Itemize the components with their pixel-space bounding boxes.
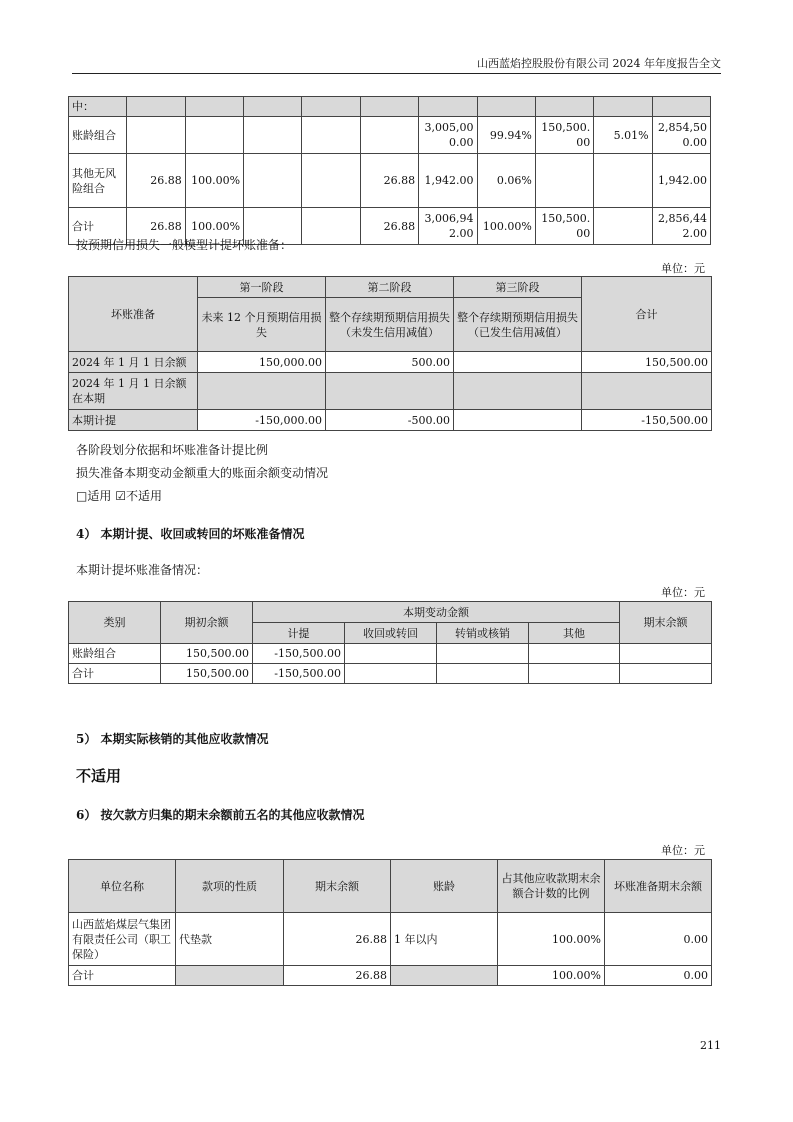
checkbox-unchecked: □ — [76, 489, 88, 503]
option-not-applicable: 不适用 — [125, 489, 162, 503]
cell — [529, 664, 620, 684]
cell — [477, 97, 535, 117]
top-table — [68, 96, 711, 245]
table-row — [69, 664, 712, 684]
cell — [345, 664, 437, 684]
cell — [620, 664, 712, 684]
cell — [454, 410, 582, 431]
text-stage-basis: 各阶段划分依据和坏账准备计提比例 — [76, 443, 269, 457]
cell-name: 合计 — [69, 966, 176, 986]
cell — [326, 373, 454, 410]
cell: 150,500.00 — [535, 208, 593, 245]
cell: -500.00 — [326, 410, 454, 431]
col-head-allowance: 坏账准备 — [69, 277, 198, 352]
cell — [360, 117, 418, 154]
cell: -150,500.00 — [582, 410, 712, 431]
cell: 150,500.00 — [535, 117, 593, 154]
option-applicable: 适用 — [87, 489, 112, 503]
cell-balance: 26.88 — [284, 913, 391, 966]
cell — [437, 644, 529, 664]
col-head-nature: 款项的性质 — [176, 860, 284, 913]
cell: 26.88 — [360, 154, 418, 208]
cell — [582, 373, 712, 410]
checkbox-checked: ☑ — [115, 489, 126, 503]
cell — [419, 97, 477, 117]
cell: 99.94% — [477, 117, 535, 154]
cell — [535, 97, 593, 117]
col-head-age: 账龄 — [391, 860, 498, 913]
table-row — [69, 117, 711, 154]
table-row — [69, 913, 712, 966]
cell: 0.06% — [477, 154, 535, 208]
col-head-total: 合计 — [582, 277, 712, 352]
table-row — [69, 410, 712, 431]
row-label: 2024 年 1 月 1 日余额在本期 — [69, 373, 198, 410]
col-head-writeoff: 转销或核销 — [437, 623, 529, 644]
cell-nature: 代垫款 — [176, 913, 284, 966]
cell — [360, 97, 418, 117]
col-head-change: 本期变动金额 — [253, 602, 620, 623]
row-label: 合计 — [69, 208, 127, 245]
cell: 500.00 — [326, 352, 454, 373]
change-table — [68, 601, 712, 684]
cell — [437, 664, 529, 684]
table-row — [69, 154, 711, 208]
stage-table — [68, 276, 712, 431]
cell — [652, 97, 710, 117]
cell — [185, 117, 243, 154]
section-5-not-applicable: 不适用 — [76, 767, 122, 785]
cell — [535, 154, 593, 208]
cell — [594, 154, 652, 208]
table-row — [69, 602, 712, 623]
col-head-name: 单位名称 — [69, 860, 176, 913]
page-number: 211 — [700, 1039, 721, 1052]
cell — [454, 352, 582, 373]
col-head-type: 类别 — [69, 602, 161, 644]
cell: 1,942.00 — [419, 154, 477, 208]
col-head-opening: 期初余额 — [161, 602, 253, 644]
row-label: 账龄组合 — [69, 117, 127, 154]
col-sub-stage2: 整个存续期预期信用损失（未发生信用减值） — [326, 298, 454, 352]
cell: 150,500.00 — [161, 664, 253, 684]
col-sub-stage1: 未来 12 个月预期信用损失 — [198, 298, 326, 352]
top5-table — [68, 859, 712, 986]
cell — [302, 97, 360, 117]
table-row — [69, 373, 712, 410]
unit-label: 单位：元 — [661, 844, 705, 857]
cell — [594, 208, 652, 245]
col-head-provision: 计提 — [253, 623, 345, 644]
col-head-ratio: 占其他应收款期末余额合计数的比例 — [498, 860, 605, 913]
cell — [302, 154, 360, 208]
col-head-balance: 期末余额 — [284, 860, 391, 913]
cell: 26.88 — [127, 154, 185, 208]
cell: 150,500.00 — [161, 644, 253, 664]
cell: 100.00% — [185, 154, 243, 208]
cell-nature — [176, 966, 284, 986]
cell-ratio: 100.00% — [498, 913, 605, 966]
text-general-model: 按预期信用损失一般模型计提坏账准备： — [76, 238, 293, 252]
section-4-title: 4） 本期计提、收回或转回的坏账准备情况 — [76, 527, 305, 541]
table-row — [69, 277, 712, 298]
row-label: 账龄组合 — [69, 644, 161, 664]
cell — [244, 97, 302, 117]
row-label: 2024 年 1 月 1 日余额 — [69, 352, 198, 373]
col-head-stage1: 第一阶段 — [198, 277, 326, 298]
text-loss-change: 损失准备本期变动金额重大的账面余额变动情况 — [76, 466, 329, 480]
cell: 5.01% — [594, 117, 652, 154]
cell: -150,000.00 — [198, 410, 326, 431]
cell — [244, 117, 302, 154]
cell: 100.00% — [477, 208, 535, 245]
cell — [594, 97, 652, 117]
cell: 150,000.00 — [198, 352, 326, 373]
cell — [127, 117, 185, 154]
cell-provision: 0.00 — [605, 966, 712, 986]
cell-age — [391, 966, 498, 986]
cell: 2,856,442.00 — [652, 208, 710, 245]
cell — [302, 117, 360, 154]
cell — [198, 373, 326, 410]
col-sub-stage3: 整个存续期预期信用损失（已发生信用减值） — [454, 298, 582, 352]
cell — [302, 208, 360, 245]
cell: 26.88 — [360, 208, 418, 245]
cell: -150,500.00 — [253, 644, 345, 664]
cell-ratio: 100.00% — [498, 966, 605, 986]
col-head-recovery: 收回或转回 — [345, 623, 437, 644]
row-label: 其他无风险组合 — [69, 154, 127, 208]
table-row — [69, 644, 712, 664]
cell: 26.88 — [127, 208, 185, 245]
cell-name: 山西蓝焰煤层气集团有限责任公司（职工保险） — [69, 913, 176, 966]
cell-age: 1 年以内 — [391, 913, 498, 966]
cell: -150,500.00 — [253, 664, 345, 684]
page-header: 山西蓝焰控股股份有限公司 2024 年年度报告全文 — [477, 57, 721, 70]
cell: 1,942.00 — [652, 154, 710, 208]
table-row — [69, 860, 712, 913]
cell: 100.00% — [185, 208, 243, 245]
section-5-title: 5） 本期实际核销的其他应收款情况 — [76, 732, 269, 746]
col-head-stage3: 第三阶段 — [454, 277, 582, 298]
cell — [454, 373, 582, 410]
col-head-closing: 期末余额 — [620, 602, 712, 644]
cell — [185, 97, 243, 117]
cell — [345, 644, 437, 664]
table-row — [69, 352, 712, 373]
cell-balance: 26.88 — [284, 966, 391, 986]
table-row — [69, 97, 711, 117]
cell: 2,854,500.00 — [652, 117, 710, 154]
col-head-stage2: 第二阶段 — [326, 277, 454, 298]
section-4-subtitle: 本期计提坏账准备情况： — [76, 563, 209, 577]
row-label: 中： — [69, 97, 127, 117]
cell: 3,005,000.00 — [419, 117, 477, 154]
table-row — [69, 966, 712, 986]
section-6-title: 6） 按欠款方归集的期末余额前五名的其他应收款情况 — [76, 808, 365, 822]
cell — [529, 644, 620, 664]
col-head-provision: 坏账准备期末余额 — [605, 860, 712, 913]
cell-provision: 0.00 — [605, 913, 712, 966]
applicability-row — [76, 487, 162, 504]
col-head-other: 其他 — [529, 623, 620, 644]
cell: 3,006,942.00 — [419, 208, 477, 245]
row-label: 合计 — [69, 664, 161, 684]
cell — [244, 154, 302, 208]
cell — [620, 644, 712, 664]
cell: 150,500.00 — [582, 352, 712, 373]
header-rule — [72, 73, 721, 74]
unit-label: 单位：元 — [661, 262, 705, 275]
row-label: 本期计提 — [69, 410, 198, 431]
unit-label: 单位：元 — [661, 586, 705, 599]
cell — [127, 97, 185, 117]
